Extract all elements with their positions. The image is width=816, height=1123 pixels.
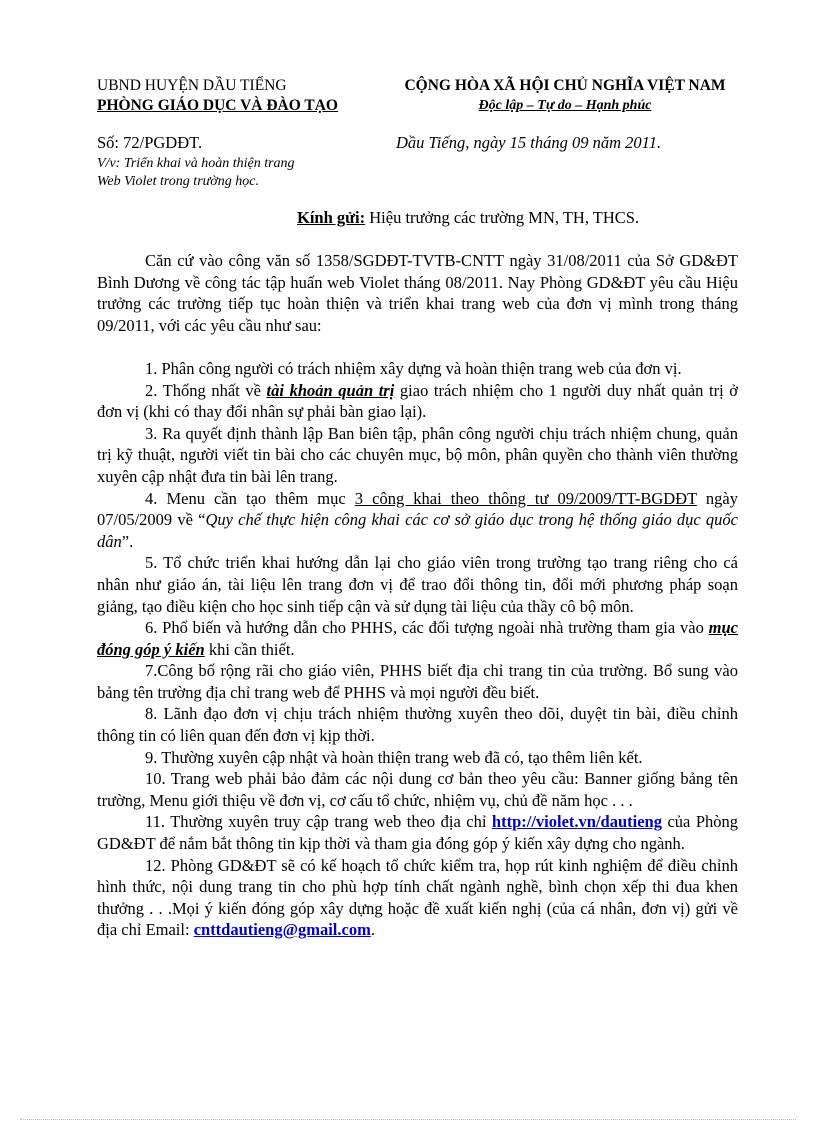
document-number: Số: 72/PGDĐT. [97, 133, 203, 152]
recipient-label: Kính gửi: [297, 208, 366, 227]
subject-line-2: Web Violet trong trường học. [97, 174, 259, 189]
item-4-text-c: ngày 07/05/2009 về “ [97, 488, 739, 530]
item-2-text-a: 2. Thống nhất về [145, 380, 267, 400]
item-8: 8. Lãnh đạo đơn vị chịu trách nhiệm thường xuyên theo dõi, duyệt tin bài, điều chỉnh thông tin có liên quan đến đơn vị kịp thời. [97, 704, 738, 746]
item-2 [97, 380, 738, 423]
issuer-authority: UBND HUYỆN DẦU TIẾNG [97, 77, 287, 94]
feedback-section-emphasis: mục đóng góp ý kiến [97, 618, 738, 659]
recipient-text: Hiệu trưởng các trường MN, TH, THCS. [365, 208, 640, 227]
email-link[interactable]: cnttdautieng@gmail.com [193, 920, 371, 940]
item-5: 5. Tổ chức triển khai hướng dẫn lại cho giáo viên trong trường tạo trang riêng cho cá nhân như giáo án, tài liệu lên trang đơn vị để trao đổi thông tin, đổi mới phương pháp soạn giảng, tạo điều kiện cho học sinh tiếp cận và sử dụng tài liệu của thầy cô bộ môn. [97, 553, 738, 616]
page-bottom-divider [20, 1119, 796, 1120]
item-11 [97, 811, 738, 854]
website-link[interactable]: http://violet.vn/dautieng [491, 812, 662, 832]
national-motto: Độc lập – Tự do – Hạnh phúc [478, 98, 652, 113]
place-date: Dầu Tiếng, ngày 15 tháng 09 năm 2011. [396, 133, 662, 152]
subject-block [97, 155, 295, 191]
item-10: 10. Trang web phải bảo đảm các nội dung cơ bản theo yêu cầu: Banner giống bảng tên trường, Menu giới thiệu về đơn vị, cơ cấu tổ chức, nhiệm vụ, chủ đề năm học . . . [97, 769, 738, 810]
item-3: 3. Ra quyết định thành lập Ban biên tập, phân công người chịu trách nhiệm chung, quản trị kỹ thuật, người viết tin bài cho các chuyên mục, bộ môn, phân quyền cho thành viên thường xuyên cập nhật đưa tin bài lên trang. [97, 423, 738, 486]
national-heading [392, 76, 738, 116]
item-11-text-b: của Phòng GD&ĐT để nắm bắt thông tin kịp thời và tham gia đóng góp ý kiến xây dựng cho ngành. [97, 812, 738, 854]
item-11-text-a: 11. Thường xuyên truy cập trang web theo địa chỉ [145, 812, 492, 832]
document-body [97, 250, 738, 941]
item-7: 7.Công bố rộng rãi cho giáo viên, PHHS biết địa chỉ trang tin của trường. Bổ sung vào bảng tên trường địa chỉ trang web để PHHS và mọi người đều biết. [97, 661, 738, 702]
issuer-department: PHÒNG GIÁO DỤC VÀ ĐÀO TẠO [97, 97, 338, 114]
item-4-text-a: 4. Menu cần tạo thêm mục [145, 488, 355, 508]
item-6 [97, 617, 738, 660]
item-12-text-b: . [370, 920, 375, 940]
item-4-text-e: ”. [121, 531, 134, 551]
item-12-text-a: 12. Phòng GD&ĐT sẽ có kế hoạch tổ chức kiểm tra, họp rút kinh nghiệm để điều chỉnh hình thức, nội dung trang tin cho phù hợp tính chất ngành nghề, bình chọn xếp thi đua khen thưởng . . .Mọi ý kiến đóng góp xây dựng hoặc đề xuất kiến nghị (của cá nhân, đơn vị) gửi về địa chỉ Email: [97, 855, 738, 940]
item-6-text-c: khi cần thiết. [204, 639, 295, 659]
intro-paragraph: Căn cứ vào công văn số 1358/SGDĐT-TVTB-CNTT ngày 31/08/2011 của Sở GD&ĐT Bình Dương về công tác tập huấn web Violet tháng 08/2011. Nay Phòng GD&ĐT yêu cầu Hiệu trưởng các trường tiếp tục hoàn thiện và triển khai trang web của đơn vị mình trong tháng 09/2011, với các yêu cầu như sau: [97, 251, 738, 335]
subject-line-1: V/v: Triển khai và hoàn thiện trang [97, 156, 295, 171]
admin-account-emphasis: tài khoản quản trị [266, 380, 395, 400]
item-9: 9. Thường xuyên cập nhật và hoàn thiện trang web đã có, tạo thêm liên kết. [145, 747, 643, 767]
regulation-title: Quy chế thực hiện công khai các cơ sở giáo dục trong hệ thống giáo dục quốc dân [97, 510, 738, 551]
item-6-text-a: 6. Phổ biến và hướng dẫn cho PHHS, các đối tượng ngoài nhà trường tham gia vào [145, 618, 709, 638]
item-1: 1. Phân công người có trách nhiệm xây dựng và hoàn thiện trang web của đơn vị. [145, 358, 682, 378]
recipient-line [297, 208, 639, 228]
item-4 [97, 488, 738, 553]
item-2-text-c: giao trách nhiệm cho 1 người duy nhất quản trị ở đơn vị (khi có thay đổi nhân sự phải bàn giao lại). [97, 380, 739, 422]
national-title: CỘNG HÒA XÃ HỘI CHỦ NGHĨA VIỆT NAM [404, 77, 726, 94]
circular-reference: 3 công khai theo thông tư 09/2009/TT-BGDĐT [354, 488, 697, 508]
issuer-block [97, 76, 387, 116]
item-12 [97, 855, 738, 941]
